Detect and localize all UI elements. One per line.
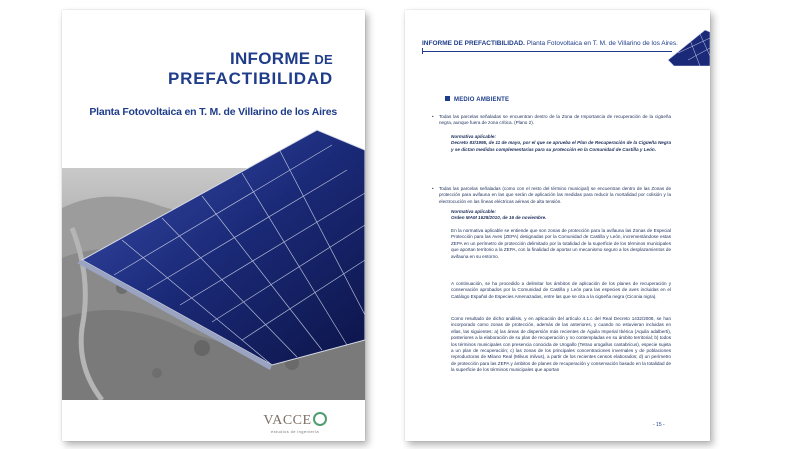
- section-heading: MEDIO AMBIENTE: [445, 96, 509, 103]
- cover-subtitle: Planta Fotovoltaica en T. M. de Villarino de los Aires: [89, 106, 337, 118]
- header-rule: [422, 51, 672, 52]
- report-cover-page: [62, 10, 365, 441]
- header-title-bold: INFORME DE PREFACTIBILIDAD.: [422, 40, 525, 47]
- paragraph-6: A continuación, se ha procedido a delimitar los ámbitos de aplicación de los planes de recuperación y conservación aprobados por la Comunidad de Castilla y León para las especies de aves incluidas en el Catálogo Español de Especies Amenazadas, entre las que se cita a la cigüeña negra (Ciconia nigra).: [451, 281, 671, 299]
- cover-title-informe: INFORME: [229, 49, 311, 68]
- page-number: - 15 -: [653, 422, 665, 428]
- vacceo-logo: [250, 412, 340, 434]
- paragraph-5: En la normativa aplicable se entiende que son zonas de protección para la avifauna las Zonas de Especial Protección para las Aves (ZEPA) designadas por la Comunidad de Castilla y León, incrementándose estas ZEPA en un perímetro de protección delimitado por la totalidad de la superficie de los términos municipales que aportan territorio a la ZEPA, con la finalidad de aportar un mecanismo seguro a los desplazamientos de avifauna en su entorno.: [451, 228, 671, 259]
- logo-wordmark: VACCE: [250, 412, 340, 429]
- inner-page-header: [422, 40, 678, 47]
- normativa-block-2: [451, 209, 671, 222]
- normativa-label-1: Normativa aplicable:: [451, 134, 496, 139]
- paragraph-3: • Todas las parcelas señaladas (como con el resto del término municipal) se encuentran dentro de las Zonas de protección para avifauna en las que serán de aplicación las medidas para reducir la mortalidad por colisión y la electrocución en las líneas eléctricas aéreas de alta tensión.: [439, 186, 671, 205]
- normativa-text-2: Orden MAM 1628/2010, de 16 de noviembre.: [451, 215, 547, 221]
- normativa-text-1: Decreto 83/1995, de 11 de mayo, por el que se aprueba el Plan de Recuperación de la Cigüeña Negra y se dictan medidas complementarias para su protección en la Comunidad de Castilla y León.: [451, 140, 671, 152]
- header-solar-panel-graphic: [660, 26, 710, 66]
- logo-ring-icon: [313, 412, 327, 426]
- logo-tagline: estudios de ingeniería: [271, 429, 319, 434]
- header-title-rest: Planta Fotovoltaica en T. M. de Villarino de los Aires.: [524, 40, 678, 47]
- cover-title-de: DE: [310, 52, 333, 67]
- normativa-label-2: Normativa aplicable:: [451, 209, 496, 214]
- normativa-block-1: [451, 134, 671, 153]
- solar-panel-graphic: [62, 10, 365, 441]
- cover-title-line2: PREFACTIBILIDAD: [168, 69, 333, 88]
- paragraph-1: • Todas las parcelas señaladas se encuentran dentro de la Zona de Importancia de recuperación de la cigüeña negra, aunque fuera de zona crítica. (Plano 2).: [439, 114, 671, 127]
- paragraph-7: Como resultado de dicho análisis, y en aplicación del artículo 4.1.c del Real Decreto 1432/2008, se han incorporado como zonas de protección, además de las anteriores, y cuando no estuvieran incluidas en ellas, las siguientes: a) las áreas de dispersión más recientes de Águila Imperial Ibérica (Aquila adalberti), posteriores a la elaboración de su plan de recuperación y no contempladas en su ámbito territorial; b) todos los términos municipales con presencia conocida de Urogallo (Tetrao urogallus cantabricus), especie sujeta a un plan de recuperación; c) las zonas de los principales concentraciones invernales y de poblaciones reproductoras de Milano Real (Milvus milvus), a partir de los recientes censos elaborados; d) un perímetro de protección para las ZEPA y ámbitos de planes de recuperación y conservación basado en la totalidad de la superficie de los términos municipales que aportan: [451, 316, 671, 373]
- report-inner-page: [405, 10, 710, 441]
